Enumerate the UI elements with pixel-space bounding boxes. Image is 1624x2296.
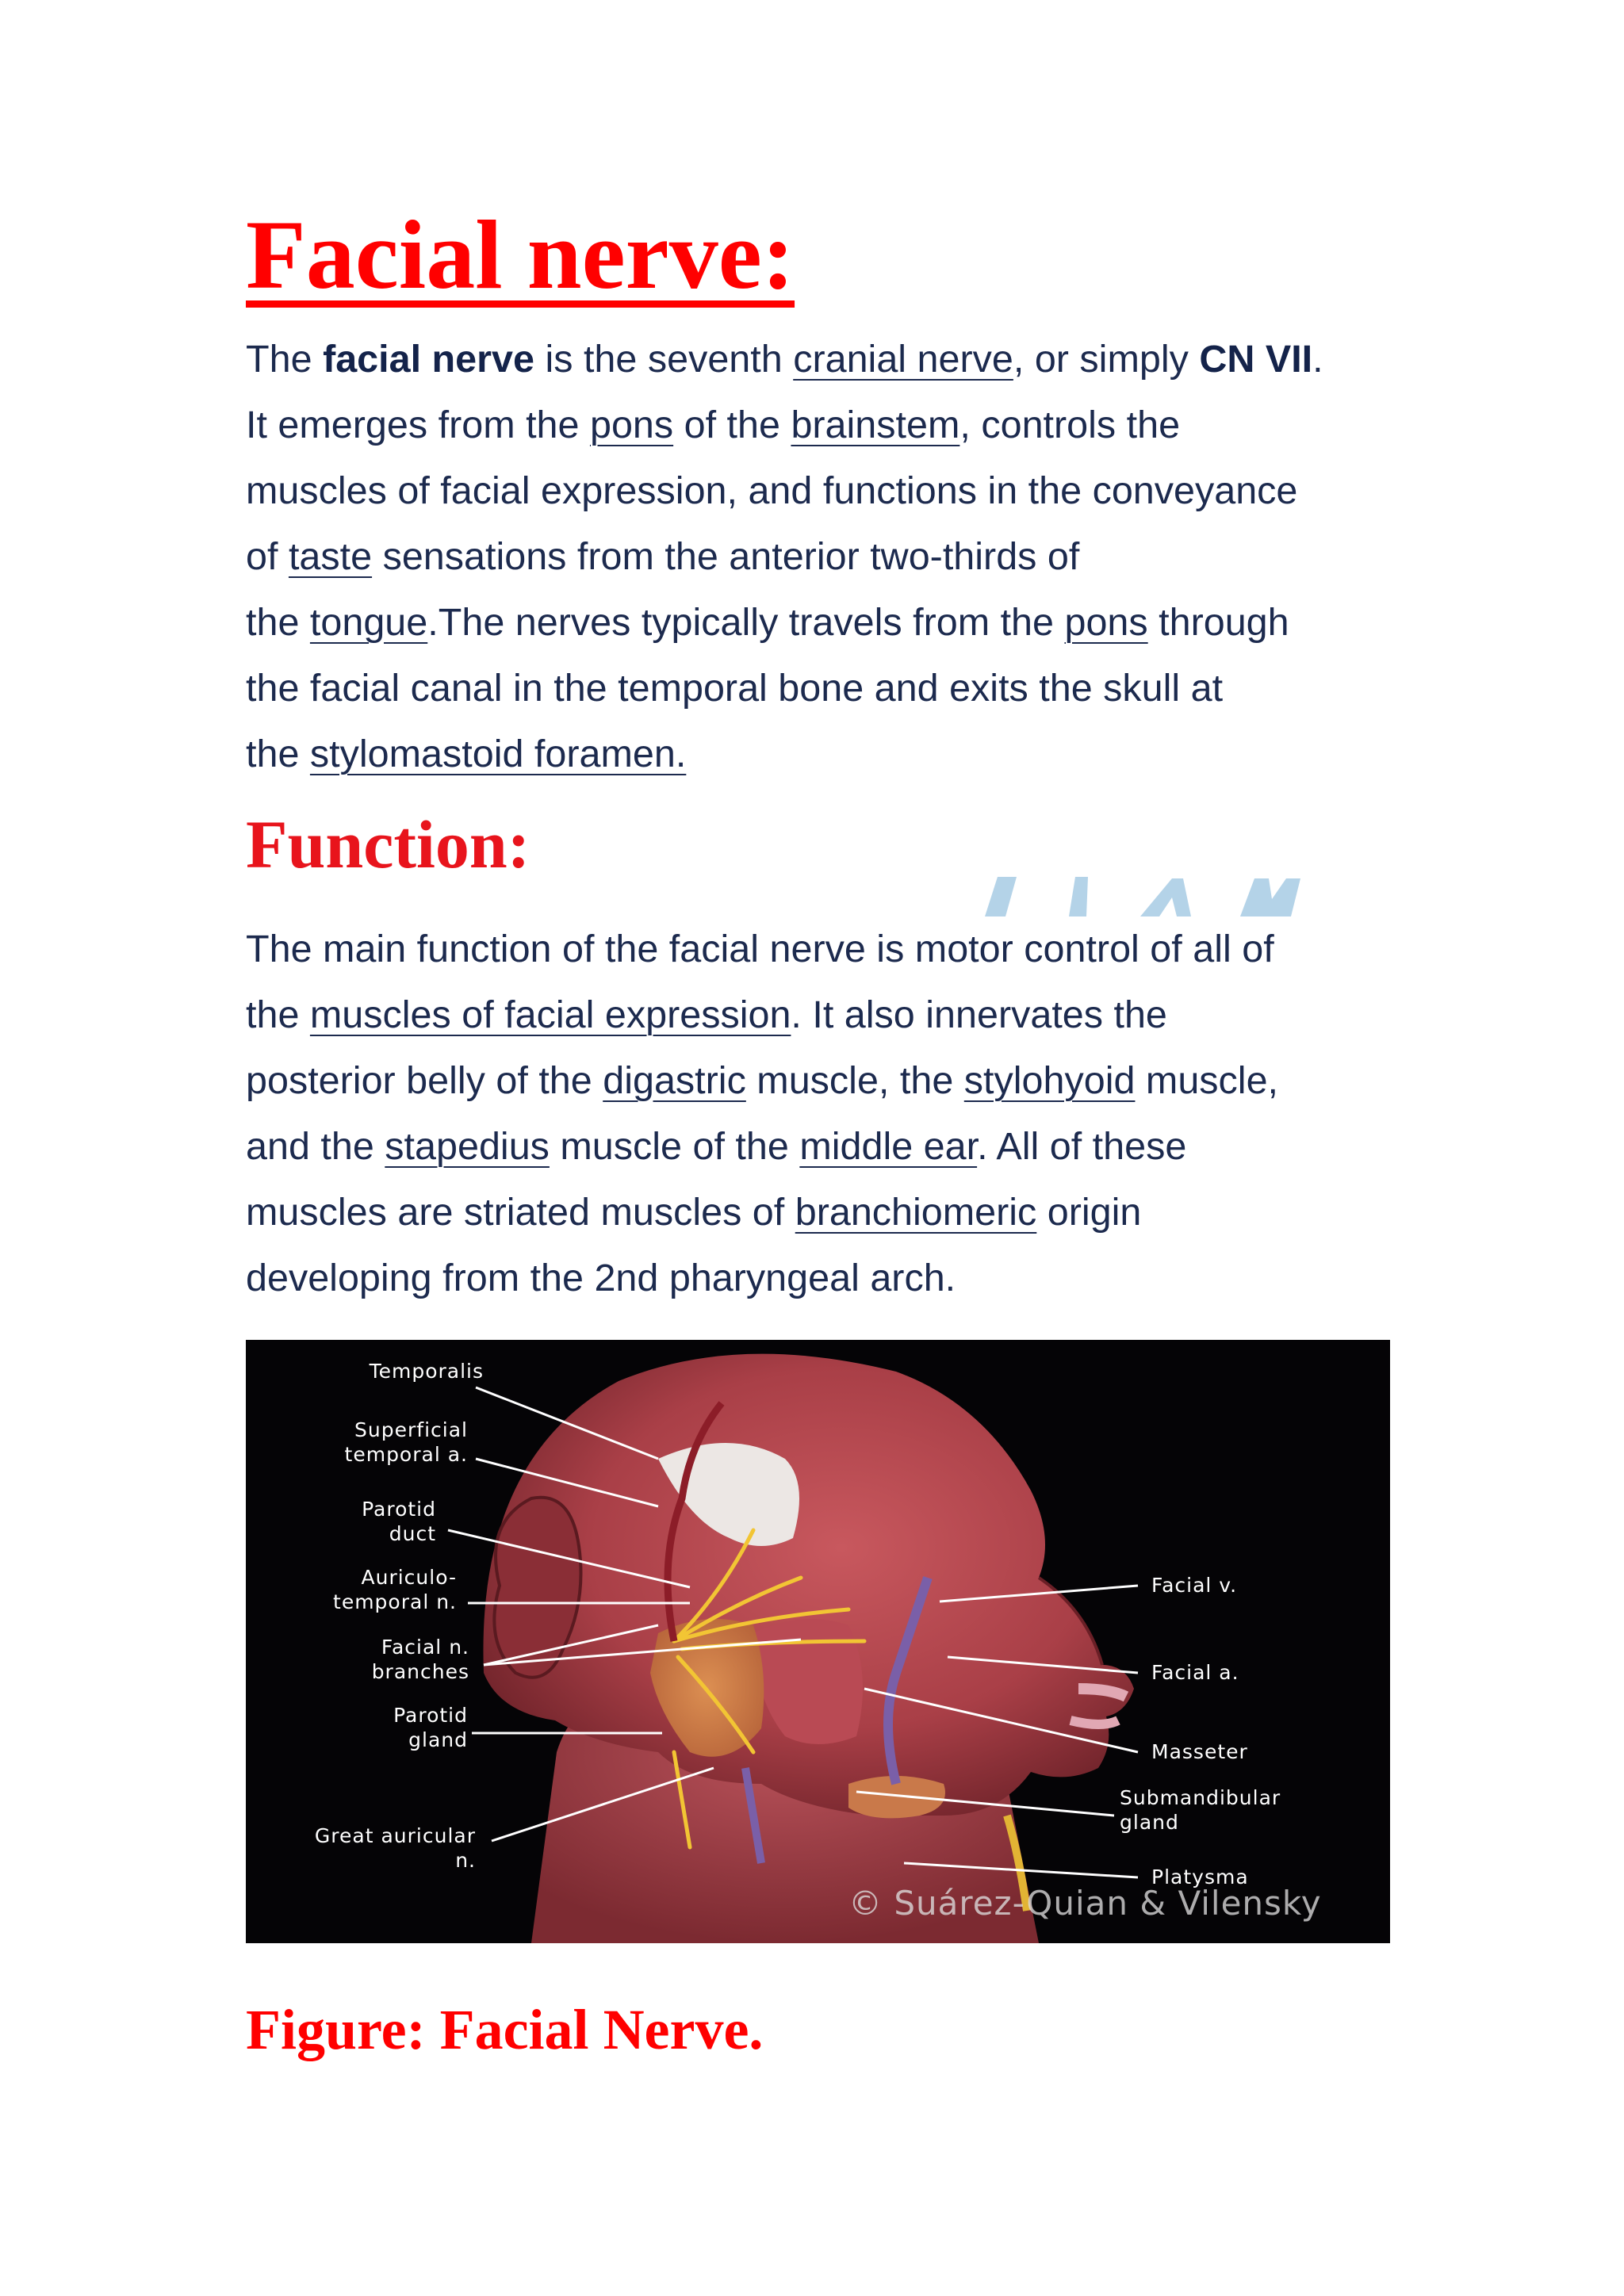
link-branchiomeric[interactable]: branchiomeric — [795, 1191, 1037, 1234]
text-run: the facial canal in the temporal bone and exits the skull at — [246, 667, 1224, 710]
link-middle-ear[interactable]: middle ear — [799, 1125, 978, 1168]
label-platysma: Platysma — [1151, 1866, 1249, 1888]
text-line — [246, 1114, 1278, 1180]
term-cn-vii: CN VII — [1199, 338, 1313, 381]
label-auriculotemporal-nerve: Auriculo- temporal n. — [333, 1566, 457, 1613]
facial-nerve-dissection-figure — [246, 1340, 1390, 1943]
label-superficial-temporal-artery: Superficial temporal a. — [344, 1418, 468, 1466]
text-run: . — [1312, 338, 1323, 381]
link-stapedius[interactable]: stapedius — [385, 1125, 550, 1168]
label-facial-nerve-branches: Facial n. branches — [371, 1636, 469, 1683]
text-line — [246, 916, 1278, 982]
text-line — [246, 721, 1323, 787]
label-temporalis: Temporalis — [369, 1360, 484, 1383]
text-run: origin — [1036, 1191, 1142, 1234]
text-run: the — [246, 733, 310, 775]
link-stylohyoid[interactable]: stylohyoid — [963, 1059, 1136, 1102]
link-digastric[interactable]: digastric — [603, 1059, 746, 1102]
text-run: . It also innervates the — [791, 993, 1167, 1036]
link-pons[interactable]: pons — [589, 404, 674, 446]
link-muscles-of-facial-expression[interactable]: muscles of facial expression — [309, 993, 791, 1036]
text-run: is the seventh — [534, 338, 794, 381]
label-facial-vein: Facial v. — [1151, 1574, 1238, 1597]
label-submandibular-gland: Submandibular gland — [1120, 1786, 1281, 1834]
text-line — [246, 656, 1323, 721]
text-run: muscle of the — [549, 1125, 800, 1168]
text-line — [246, 1180, 1278, 1246]
function-paragraph — [246, 916, 1278, 1311]
text-line — [246, 458, 1323, 524]
text-run: the — [246, 993, 310, 1036]
text-run: of — [246, 535, 289, 578]
text-run: The — [246, 338, 324, 381]
page-title: Facial nerve: — [246, 201, 795, 309]
function-heading: Function: — [246, 806, 530, 882]
text-line — [246, 1048, 1278, 1114]
text-run: sensations from the anterior two-thirds of — [372, 535, 1080, 578]
text-run: and the — [246, 1125, 385, 1168]
text-line — [246, 327, 1323, 392]
text-run: muscle, the — [745, 1059, 964, 1102]
text-line — [246, 392, 1323, 458]
text-run: , or simply — [1013, 338, 1200, 381]
copyright-notice: © Suárez-Quian & Vilensky — [848, 1884, 1322, 1923]
text-run: It emerges from the — [246, 404, 590, 446]
text-run: .The nerves typically travels from the — [427, 601, 1065, 644]
text-run: The main function of the facial nerve is motor control of all of — [246, 928, 1274, 970]
text-run: the — [246, 601, 310, 644]
watermark-fragment — [975, 875, 1308, 916]
link-tongue[interactable]: tongue — [309, 601, 428, 644]
text-run: , controls the — [959, 404, 1181, 446]
text-line — [246, 590, 1323, 656]
link-pons[interactable]: pons — [1064, 601, 1148, 644]
text-run: through — [1147, 601, 1289, 644]
text-line — [246, 982, 1278, 1048]
text-run: muscles of facial expression, and functions in the conveyance — [246, 469, 1298, 512]
text-run: of the — [673, 404, 791, 446]
link-stylomastoid-foramen[interactable]: stylomastoid foramen. — [309, 733, 687, 775]
link-brainstem[interactable]: brainstem — [791, 404, 960, 446]
label-parotid-gland: Parotid gland — [393, 1704, 468, 1751]
text-run: muscle, — [1135, 1059, 1279, 1102]
text-run: muscles are striated muscles of — [246, 1191, 795, 1234]
label-masseter: Masseter — [1151, 1740, 1248, 1763]
intro-paragraph — [246, 327, 1323, 787]
figure-caption: Figure: Facial Nerve. — [246, 1998, 764, 2061]
label-great-auricular-nerve: Great auricular n. — [314, 1824, 476, 1872]
label-parotid-duct: Parotid duct — [362, 1498, 436, 1545]
text-run: developing from the 2nd pharyngeal arch. — [246, 1257, 956, 1299]
term-facial-nerve: facial nerve — [323, 338, 534, 381]
link-cranial-nerve[interactable]: cranial nerve — [793, 338, 1013, 381]
text-run: posterior belly of the — [246, 1059, 603, 1102]
text-line — [246, 524, 1323, 590]
text-line — [246, 1246, 1278, 1311]
text-run: . All of these — [977, 1125, 1187, 1168]
link-taste[interactable]: taste — [288, 535, 373, 578]
label-facial-artery: Facial a. — [1151, 1661, 1239, 1684]
